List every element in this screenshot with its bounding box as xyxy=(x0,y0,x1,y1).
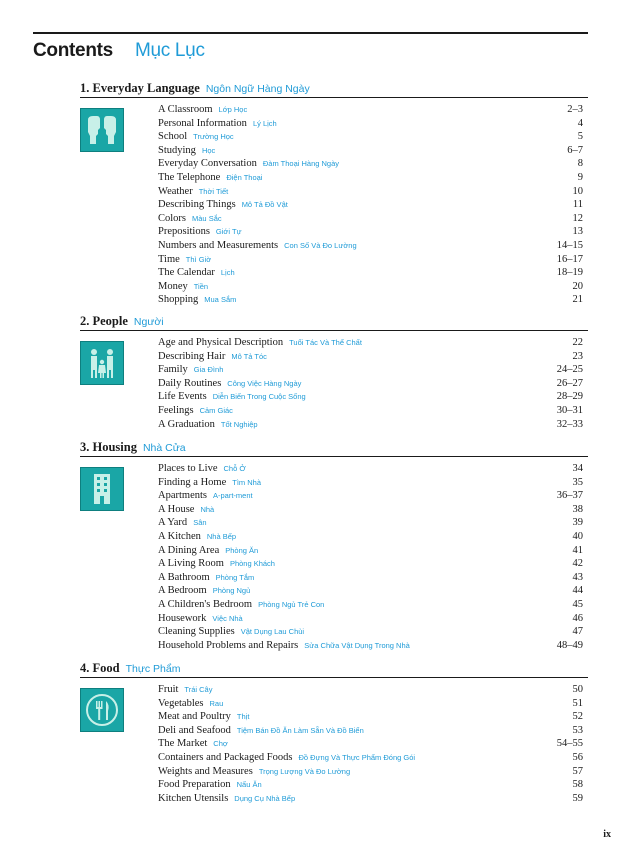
entry-page: 59 xyxy=(572,792,583,804)
entry-page: 30–31 xyxy=(556,404,583,416)
entry-page: 23 xyxy=(572,350,583,362)
entry-title-vi: Tiền xyxy=(193,281,209,291)
entry-title: A Yard xyxy=(158,517,188,529)
entry-title: Kitchen Utensils xyxy=(158,792,229,804)
toc-entry xyxy=(158,117,588,131)
entry-page: 5 xyxy=(577,131,583,143)
entry-title: Describing Things xyxy=(158,199,236,211)
entry-title: A Dining Area xyxy=(158,544,220,556)
toc-entry xyxy=(158,253,588,267)
section-food xyxy=(80,660,588,804)
toc-entry xyxy=(158,157,588,171)
entry-title-vi: Thời Tiết xyxy=(198,186,229,196)
toc-entry xyxy=(158,612,588,626)
toc-entry xyxy=(158,792,588,806)
entry-title-vi: Công Việc Hàng Ngày xyxy=(227,378,302,388)
toc-entry xyxy=(158,336,588,350)
entry-page: 40 xyxy=(572,530,583,542)
entry-title-vi: Tìm Nhà xyxy=(232,477,262,487)
entry-page: 41 xyxy=(572,544,583,556)
entry-page: 18–19 xyxy=(556,267,583,279)
entry-title: Money xyxy=(158,280,188,292)
entry-title-vi: Diễn Biến Trong Cuộc Sống xyxy=(212,392,306,402)
entry-title: Places to Live xyxy=(158,463,218,474)
entry-title-vi: Phòng Ngủ Trẻ Con xyxy=(258,599,325,609)
entry-page: 57 xyxy=(572,765,583,777)
toc-entry xyxy=(158,280,588,294)
toc-entry xyxy=(158,293,588,307)
entry-title: Cleaning Supplies xyxy=(158,626,235,638)
entry-title: Household Problems and Repairs xyxy=(158,639,299,651)
title-vietnamese: Mục Lục xyxy=(134,40,205,61)
entry-title-vi: Đồ Đựng Và Thực Phẩm Đóng Gói xyxy=(298,752,416,762)
toc-entry xyxy=(158,266,588,280)
toc-entry xyxy=(158,683,588,697)
section-housing xyxy=(80,439,588,651)
entry-page: 50 xyxy=(572,684,583,695)
entry-title: The Calendar xyxy=(158,267,215,279)
section-title-vi: Nhà Cửa xyxy=(142,442,186,454)
entry-page: 21 xyxy=(572,294,583,306)
section-title: 4. Food xyxy=(80,661,120,675)
toc-entry xyxy=(158,557,588,571)
toc-entry xyxy=(158,363,588,377)
item-list xyxy=(158,683,588,805)
entry-title: A Graduation xyxy=(158,418,215,430)
entry-title: School xyxy=(158,131,188,143)
entry-page: 12 xyxy=(572,212,583,224)
entry-page: 46 xyxy=(572,612,583,624)
entry-title-vi: Mua Sắm xyxy=(204,295,237,305)
entry-page: 35 xyxy=(572,476,583,488)
entry-title: Apartments xyxy=(158,490,207,502)
entry-title: Daily Routines xyxy=(158,377,222,389)
toc-entry xyxy=(158,639,588,653)
entry-title-vi: Tiệm Bán Đồ Ăn Làm Sẵn Và Đồ Biển xyxy=(236,725,364,735)
entry-title-vi: Học xyxy=(201,145,216,155)
toc-entry xyxy=(158,778,588,792)
toc-entry xyxy=(158,503,588,517)
toc-entry xyxy=(158,598,588,612)
entry-title-vi: Con Số Và Đo Lường xyxy=(284,240,357,250)
entry-title-vi: Thì Giờ xyxy=(185,254,212,264)
entry-title-vi: Phòng Ăn xyxy=(225,545,259,555)
entry-title: A Children's Bedroom xyxy=(158,598,253,610)
toc-entry xyxy=(158,697,588,711)
entry-title: Deli and Seafood xyxy=(158,724,231,736)
section-title: 3. Housing xyxy=(80,440,137,454)
entry-title: A Kitchen xyxy=(158,530,201,542)
entry-page: 8 xyxy=(577,158,583,170)
entry-title-vi: Trái Cây xyxy=(184,685,213,694)
entry-page: 28–29 xyxy=(556,391,583,403)
entry-title: Describing Hair xyxy=(158,350,226,362)
toc-entry xyxy=(158,198,588,212)
section-title-vi: Người xyxy=(133,316,164,328)
entry-title: The Telephone xyxy=(158,171,221,183)
entry-page: 4 xyxy=(577,117,583,129)
entry-title-vi: Đàm Thoại Hàng Ngày xyxy=(262,159,340,169)
entry-title-vi: Cảm Giác xyxy=(199,405,233,415)
toc-entry xyxy=(158,377,588,391)
entry-page: 16–17 xyxy=(556,253,583,265)
entry-title: A House xyxy=(158,503,195,515)
entry-title: Personal Information xyxy=(158,117,247,129)
toc-entry xyxy=(158,404,588,418)
entry-title: Family xyxy=(158,364,188,376)
toc-entry xyxy=(158,350,588,364)
toc-entry xyxy=(158,751,588,765)
entry-title: Shopping xyxy=(158,294,199,306)
toc-entry xyxy=(158,625,588,639)
section-everyday-language xyxy=(80,80,588,306)
entry-page: 6–7 xyxy=(567,144,583,156)
entry-title-vi: Vật Dụng Lau Chùi xyxy=(240,627,305,637)
entry-page: 45 xyxy=(572,598,583,610)
family-icon xyxy=(80,341,124,385)
entry-title-vi: Lịch xyxy=(220,268,235,278)
entry-title-vi: Lý Lịch xyxy=(252,118,277,128)
entry-page: 26–27 xyxy=(556,377,583,389)
item-list xyxy=(158,103,588,307)
entry-title: Food Preparation xyxy=(158,779,231,791)
toc-entry xyxy=(158,724,588,738)
toc-entry xyxy=(158,185,588,199)
entry-title-vi: Dụng Cụ Nhà Bếp xyxy=(234,793,296,803)
entry-title-vi: Trường Học xyxy=(193,132,234,142)
entry-title-vi: Mô Tả Tóc xyxy=(231,351,267,361)
section-heading xyxy=(80,660,588,678)
entry-page: 51 xyxy=(572,697,583,709)
section-people xyxy=(80,313,588,430)
entry-page: 54–55 xyxy=(556,738,583,750)
toc-entry xyxy=(158,462,588,476)
entry-page: 9 xyxy=(577,171,583,183)
entry-page: 20 xyxy=(572,280,583,292)
header-rule xyxy=(33,32,588,34)
entry-title-vi: Thịt xyxy=(236,712,250,722)
entry-title: Age and Physical Description xyxy=(158,337,284,348)
entry-title: Life Events xyxy=(158,391,207,403)
toc-entry xyxy=(158,516,588,530)
entry-title-vi: Màu Sắc xyxy=(192,213,222,223)
toc-entry xyxy=(158,225,588,239)
entry-page: 14–15 xyxy=(556,239,583,251)
entry-title-vi: Nhà xyxy=(200,504,215,514)
entry-title-vi: Lớp Học xyxy=(218,105,248,114)
entry-title: A Bedroom xyxy=(158,585,207,597)
page-title xyxy=(33,40,205,62)
entry-page: 58 xyxy=(572,779,583,791)
toc-entry xyxy=(158,239,588,253)
entry-page: 43 xyxy=(572,571,583,583)
section-heading xyxy=(80,439,588,457)
toc-entry xyxy=(158,476,588,490)
entry-title-vi: Sửa Chữa Vật Dụng Trong Nhà xyxy=(304,640,410,650)
entry-page: 2–3 xyxy=(567,104,583,115)
page-number: ix xyxy=(603,829,611,840)
entry-title-vi: Rau xyxy=(209,698,224,708)
toc-entry xyxy=(158,544,588,558)
entry-page: 53 xyxy=(572,724,583,736)
entry-title-vi: Chỗ Ở xyxy=(223,464,246,473)
entry-title-vi: Sân xyxy=(193,518,207,528)
toc-entry xyxy=(158,390,588,404)
toc-entry xyxy=(158,103,588,117)
toc-entry xyxy=(158,489,588,503)
section-heading xyxy=(80,80,588,98)
entry-title-vi: Gia Đình xyxy=(193,365,224,375)
entry-title: Containers and Packaged Foods xyxy=(158,751,293,763)
entry-title: Numbers and Measurements xyxy=(158,239,279,251)
section-title: 2. People xyxy=(80,314,128,328)
entry-title-vi: Giới Tự xyxy=(215,227,242,237)
entry-page: 38 xyxy=(572,503,583,515)
entry-title-vi: Nhà Bếp xyxy=(206,531,237,541)
entry-title: The Market xyxy=(158,738,208,750)
title-english: Contents xyxy=(33,40,113,61)
entry-page: 11 xyxy=(572,199,583,211)
entry-title: A Classroom xyxy=(158,104,213,115)
entry-page: 48–49 xyxy=(556,639,583,651)
entry-title: Time xyxy=(158,253,180,265)
entry-title: Finding a Home xyxy=(158,476,227,488)
entry-title: Fruit xyxy=(158,684,179,695)
entry-page: 44 xyxy=(572,585,583,597)
entry-page: 32–33 xyxy=(556,418,583,430)
toc-entry xyxy=(158,530,588,544)
entry-page: 52 xyxy=(572,711,583,723)
toc-entry xyxy=(158,571,588,585)
building-icon xyxy=(80,467,124,511)
entry-title: Housework xyxy=(158,612,207,624)
toc-entry xyxy=(158,418,588,432)
toc-entry xyxy=(158,765,588,779)
entry-title: Prepositions xyxy=(158,226,210,238)
entry-title-vi: Phòng Ngủ xyxy=(212,586,251,596)
entry-title-vi: Phòng Khách xyxy=(229,559,275,569)
entry-title-vi: Mô Tả Đồ Vật xyxy=(241,200,288,210)
entry-title-vi: Tốt Nghiệp xyxy=(220,419,258,429)
entry-title: Everyday Conversation xyxy=(158,158,257,170)
entry-title: Meat and Poultry xyxy=(158,711,231,723)
section-title-vi: Ngôn Ngữ Hàng Ngày xyxy=(205,83,310,95)
entry-title-vi: Tuổi Tác Và Thể Chất xyxy=(289,338,362,347)
toc-entry xyxy=(158,171,588,185)
entry-title: Weather xyxy=(158,185,193,197)
toc-entry xyxy=(158,710,588,724)
entry-title-vi: A-part-ment xyxy=(213,491,253,501)
toc-entry xyxy=(158,212,588,226)
entry-page: 56 xyxy=(572,751,583,763)
section-title: 1. Everyday Language xyxy=(80,81,200,95)
entry-title: Colors xyxy=(158,212,187,224)
entry-page: 22 xyxy=(572,337,583,348)
entry-title: Weights and Measures xyxy=(158,765,253,777)
fork-knife-icon xyxy=(80,688,124,732)
entry-title-vi: Trọng Lượng Và Đo Lường xyxy=(258,766,351,776)
toc-entry xyxy=(158,584,588,598)
entry-title: A Living Room xyxy=(158,558,224,570)
two-faces-icon xyxy=(80,108,124,152)
toc-entry xyxy=(158,144,588,158)
entry-page: 36–37 xyxy=(556,490,583,502)
entry-title: Studying xyxy=(158,144,196,156)
section-heading xyxy=(80,313,588,331)
entry-title: A Bathroom xyxy=(158,571,210,583)
entry-page: 47 xyxy=(572,626,583,638)
entry-title: Vegetables xyxy=(158,697,204,709)
entry-title-vi: Nấu Ăn xyxy=(236,780,262,790)
entry-title-vi: Việc Nhà xyxy=(212,613,243,623)
entry-page: 34 xyxy=(572,463,583,474)
entry-page: 39 xyxy=(572,517,583,529)
entry-page: 24–25 xyxy=(556,364,583,376)
entry-title-vi: Chợ xyxy=(213,739,228,749)
entry-title: Feelings xyxy=(158,404,194,416)
item-list xyxy=(158,336,588,431)
toc-entry xyxy=(158,737,588,751)
item-list xyxy=(158,462,588,652)
toc-entry xyxy=(158,130,588,144)
entry-title-vi: Phòng Tắm xyxy=(215,572,255,582)
section-title-vi: Thực Phẩm xyxy=(125,663,181,675)
entry-title-vi: Điện Thoại xyxy=(226,172,263,182)
entry-page: 10 xyxy=(572,185,583,197)
entry-page: 42 xyxy=(572,558,583,570)
entry-page: 13 xyxy=(572,226,583,238)
